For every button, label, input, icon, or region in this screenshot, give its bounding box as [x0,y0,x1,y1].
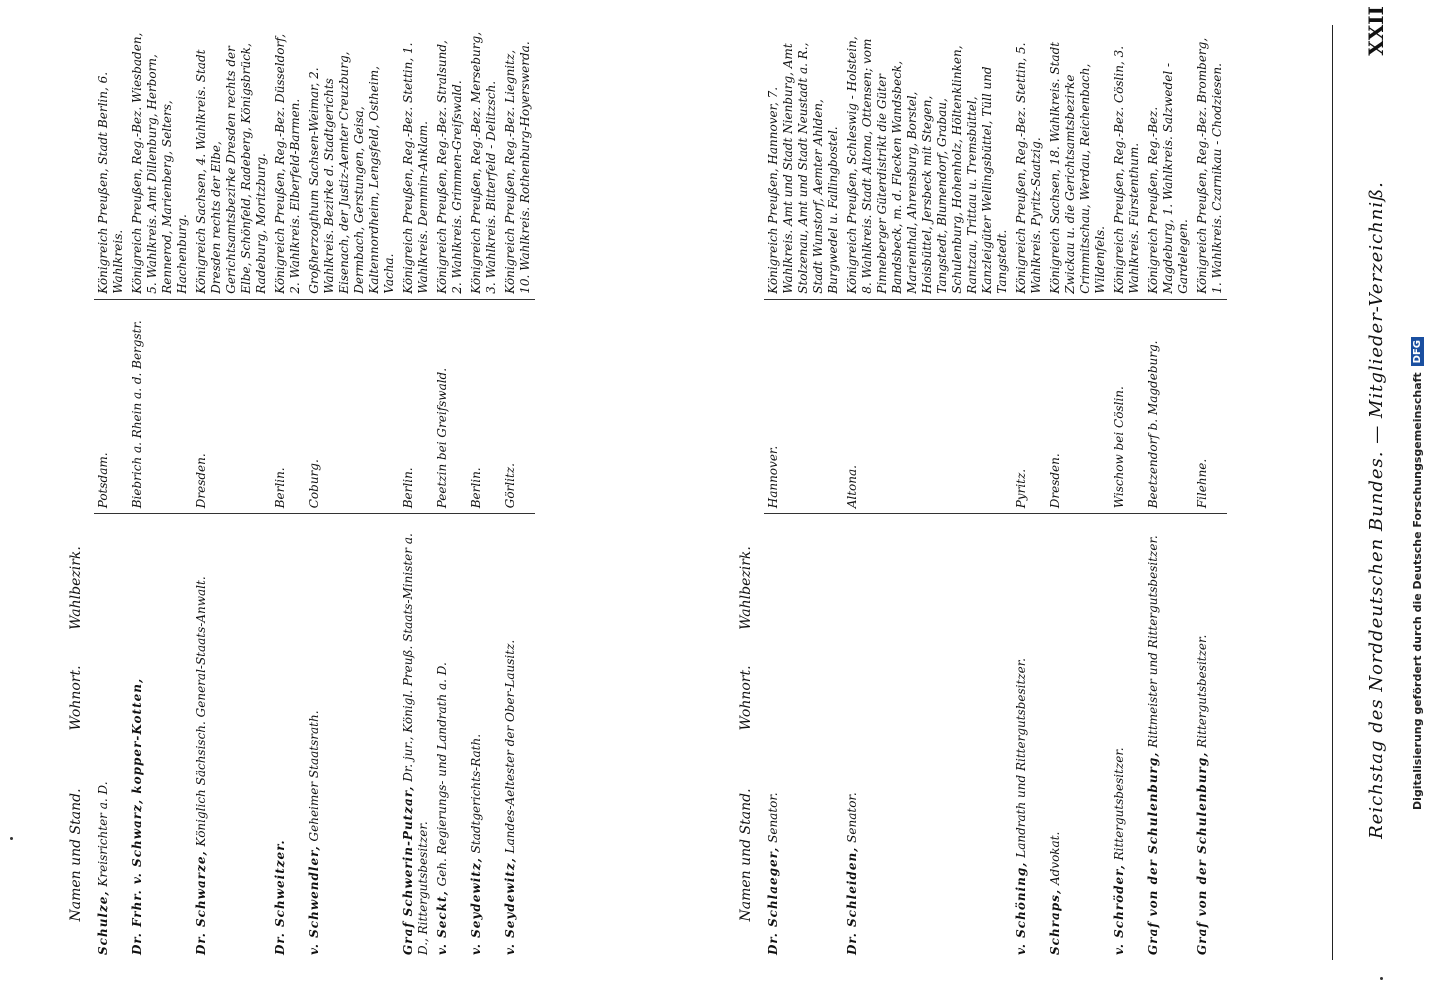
right-register-section [60,25,720,960]
col-head-name: Namen und Stand. [738,788,754,922]
member-wahlbezirk: Königreich Preußen, Reg.-Bez. Wiesbaden, 5. Wahlkreis. Amt Dillenburg, Herborn, Rennerod, Marienberg, Selters, Hachenburg. [128,25,192,299]
member-wahlbezirk: Königreich Preußen, Schleswig - Holstein, 8. Wahlkreis. Stadt Altona, Ottensen; vom Pinneberger Güterdistrikt die Güter Bandsbeck, m. d. Flecken Wandsbeck, Marienthal, Ahrensburg, Borstel, Hoisbüttel, Jersbeck mit Stegen, Tangstedt, Blumendorf, Grabau, Schulenburg, Hohenholz, Höltenklinken, Rantzau, Trittau u. Tremsbüttel, Kanzleigüter Wellingsbüttel, Tüll und Tangstedt. [843,25,1012,299]
member-name-cell [94,514,128,960]
member-wahlbezirk: Königreich Preußen, Reg.-Bez. Stettin, 1. Wahlkreis. Demmin-Anklam. [399,25,433,299]
member-wohnort: Altona. [843,299,1012,514]
member-name: Dr. Schlaeger, [766,846,780,955]
register-row [467,25,501,960]
register-row [1110,25,1144,960]
col-head-wohnort-right: Wohnort. [68,665,84,731]
member-wohnort: Görlitz. [501,299,535,514]
register-row [501,25,535,960]
member-wahlbezirk: Königreich Preußen, Reg.-Bez. Magdeburg, 1. Wahlkreis. Salzwedel - Gardelegen. [1144,25,1193,299]
member-rank: Senator. [845,792,859,847]
member-name-cell [1012,514,1046,960]
member-wohnort: Hannover. [764,299,843,514]
member-rank: Landrath und Rittergutsbesitzer. [1014,658,1028,862]
member-wohnort: Peetzin bei Greifswald. [433,299,467,514]
member-wahlbezirk: Königreich Sachsen, 18. Wahlkreis. Stadt Zwickau u. die Gerichtsamtsbezirke Crimmitschau, Werdau, Reichenbach, Wildenfels. [1046,25,1110,299]
member-rank: Dr. jur., Königl. Preuß. Staats-Minister a. D., Rittergutsbesitzer. [401,533,430,955]
member-rank: Stadtgerichts-Rath. [469,733,483,858]
col-head-wahlbezirk-right: Wahlbezirk. [68,546,84,630]
left-register-section [730,25,1330,960]
member-wohnort: Coburg. [305,299,399,514]
dfg-notice [1408,190,1426,810]
member-name-cell [192,514,271,960]
member-name-cell [843,514,1012,960]
register-row [271,25,305,960]
member-wohnort: Berlin. [271,299,305,514]
member-wahlbezirk: Königreich Sachsen, 4. Wahlkreis. Stadt Dresden rechts der Elbe, Gerichtsamtsbezirke Dresden rechts der Elbe, Schönfeld, Radeberg, Königsbrück, Radeburg, Moritzburg. [192,25,271,299]
member-rank: Rittmeister und Rittergutsbesitzer. [1146,535,1160,752]
page-header [1362,0,1402,1000]
header-rule [1332,25,1333,960]
member-wohnort: Potsdam. [94,299,128,514]
register-row [843,25,1012,960]
member-wohnort: Berlin. [399,299,433,514]
member-name: Dr. Schwarze, [194,850,208,955]
member-wahlbezirk: Großherzogthum Sachsen-Weimar, 2. Wahlkreis. Bezirke d. Stadtgerichts Eisenach, der Justiz-Aemter Creuzburg, Dermbach, Gerstungen, Geisa, Kaltennordheim, Lengsfeld, Ostheim, Vacha. [305,25,399,299]
member-rank: Landes-Aeltester der Ober-Lausitz. [503,639,517,858]
member-wahlbezirk: Königreich Preußen, Hannover, 7. Wahlkreis. Amt und Stadt Nienburg, Amt Stolzenau, Amt und Stadt Neustadt a. R., Stadt Wunstorf, Aemter Ahlden, Burgwedel u. Fallingbostel. [764,25,843,299]
member-wohnort: Pyritz. [1012,299,1046,514]
member-wahlbezirk: Königreich Preußen, Reg.-Bez. Bromberg, 1. Wahlkreis. Czarnikau - Chodziesen. [1193,25,1227,299]
right-register-table [94,25,535,960]
member-rank: Königlich Sächsisch. General-Staats-Anwalt. [194,576,208,851]
member-wohnort: Dresden. [192,299,271,514]
member-wahlbezirk: Königreich Preußen, Reg.-Bez. Stettin, 5. Wahlkreis. Pyritz-Saatzig. [1012,25,1046,299]
register-row [192,25,271,960]
member-rank: Kreisrichter a. D. [96,781,110,891]
left-register-table [764,25,1227,960]
member-name-cell [1144,514,1193,960]
member-wohnort: Filehne. [1193,299,1227,514]
member-name-cell [271,514,305,960]
member-name-cell [501,514,535,960]
member-name: Schulze, [96,890,110,955]
member-name-cell [399,514,433,960]
member-name-cell [764,514,843,960]
member-rank: Geh. Regierungs- und Landrath a. D. [435,662,449,891]
member-name: v. Seydewitz, [503,857,517,955]
member-wahlbezirk: Königreich Preußen, Reg.-Bez. Liegnitz, 10. Wahlkreis. Rothenburg-Hoyerswerda. [501,25,535,299]
register-row [305,25,399,960]
member-name: Graf von der Schulenburg, [1146,751,1160,955]
register-row [1046,25,1110,960]
register-row [94,25,128,960]
register-row [1144,25,1193,960]
register-row [399,25,433,960]
member-name-cell [128,514,192,960]
scan-speck [10,837,13,840]
member-name: Dr. Frhr. v. Schwarz, kopper-Kotten, [130,677,144,955]
member-name-cell [1110,514,1144,960]
member-name: v. Schöning, [1014,861,1028,955]
member-name: Dr. Schleiden, [845,846,859,955]
member-name-cell [305,514,399,960]
register-row [764,25,843,960]
page-number: XXII [1364,6,1388,56]
member-wohnort: Dresden. [1046,299,1110,514]
member-name: Graf Schwerin-Putzar, [401,785,415,955]
register-row [1012,25,1046,960]
member-name: v. Schröder, [1112,864,1126,955]
member-name: v. Schwendler, [307,845,321,955]
member-rank: Advokat. [1048,831,1062,889]
col-head-name-right: Namen und Stand. [68,788,84,922]
register-row [128,25,192,960]
register-row [433,25,467,960]
dfg-text: Digitalisierung gefördert durch die Deutsche Forschungsgemeinschaft [1410,372,1424,810]
scan-speck [1380,977,1383,980]
col-head-wahlbezirk: Wahlbezirk. [738,546,754,630]
register-row [1193,25,1227,960]
member-wahlbezirk: Königreich Preußen, Reg.-Bez. Stralsund, 2. Wahlkreis. Grimmen-Greifswald. [433,25,467,299]
member-wahlbezirk: Königreich Preußen, Reg.-Bez. Düsseldorf, 2. Wahlkreis. Elberfeld-Barmen. [271,25,305,299]
member-wohnort: Beetzendorf b. Magdeburg. [1144,299,1193,514]
member-wohnort: Biebrich a. Rhein a. d. Bergstr. [128,299,192,514]
member-name: Graf von der Schulenburg, [1195,751,1209,955]
dfg-logo: DFG [1411,337,1424,366]
member-rank: Senator. [766,792,780,847]
member-name: Schraps, [1048,888,1062,955]
member-name-cell [433,514,467,960]
member-name-cell [1193,514,1227,960]
member-name: v. Seckt, [435,890,449,955]
page-title: Reichstag des Norddeutschen Bundes. — Mitglieder-Verzeichniß. [1366,181,1387,839]
member-wohnort: Berlin. [467,299,501,514]
member-wohnort: Wischow bei Cöslin. [1110,299,1144,514]
member-wahlbezirk: Königreich Preußen, Stadt Berlin, 6. Wahlkreis. [94,25,128,299]
member-rank: Geheimer Staatsrath. [307,710,321,846]
member-rank: Rittergutsbesitzer. [1195,634,1209,752]
member-wahlbezirk: Königreich Preußen, Reg.-Bez. Merseburg, 3. Wahlkreis. Bitterfeld - Delitzsch. [467,25,501,299]
member-name-cell [1046,514,1110,960]
member-wahlbezirk: Königreich Preußen, Reg.-Bez. Cöslin, 3. Wahlkreis. Fürstenthum. [1110,25,1144,299]
member-name: v. Seydewitz, [469,857,483,955]
col-head-wohnort: Wohnort. [738,665,754,731]
member-name-cell [467,514,501,960]
member-name: Dr. Schweitzer. [273,839,287,955]
member-rank: Rittergutsbesitzer. [1112,747,1126,865]
